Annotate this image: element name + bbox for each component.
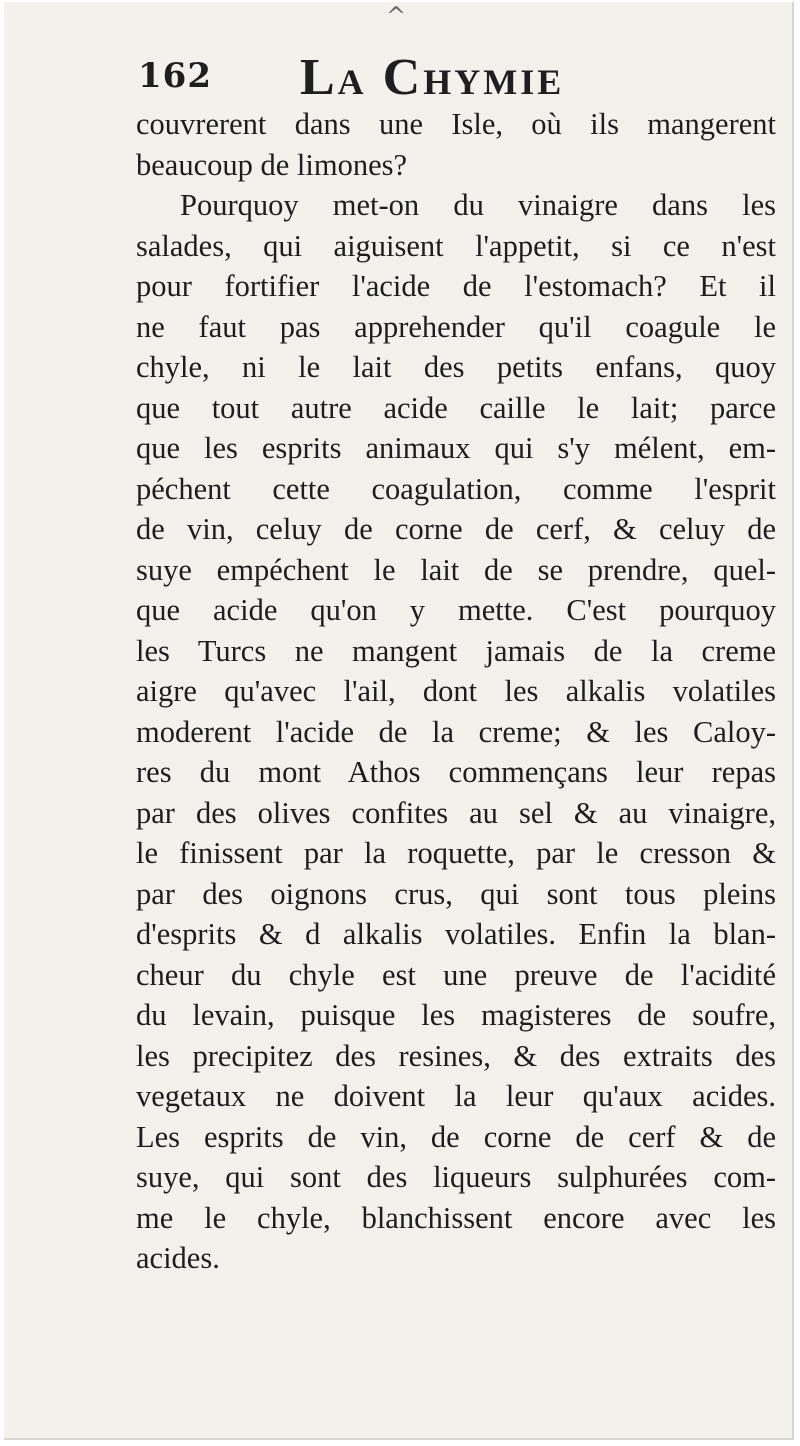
text-line: cheur du chyle est une preuve de l'acidité — [136, 957, 776, 992]
paper-mark: ^ — [386, 2, 407, 30]
text-line: le finissent par la roquette, par le cresson & — [136, 836, 776, 870]
text-line: Les esprits de vin, de corne de cerf & de — [136, 1119, 776, 1154]
text-line: les precipitez des resines, & des extraits des — [136, 1038, 776, 1073]
page-number: 162 — [138, 56, 212, 96]
text-line: d'esprits & d alkalis volatiles. Enfin la blan- — [136, 917, 776, 951]
text-line: que les esprits animaux qui s'y mélent, em- — [136, 431, 776, 465]
text-line: les Turcs ne mangent jamais de la creme — [136, 633, 776, 668]
text-line: vegetaux ne doivent la leur qu'aux acides. — [136, 1079, 776, 1113]
text-line: par des oignons crus, qui sont tous pleins — [136, 876, 776, 911]
running-title: La Chymie — [300, 49, 565, 106]
text-line: couvrerent dans une Isle, où ils mangerent — [136, 107, 776, 141]
text-line: acides. — [136, 1241, 220, 1275]
text-line: de vin, celuy de corne de cerf, & celuy de — [136, 512, 776, 546]
text-line: salades, qui aiguisent l'appetit, si ce n'est — [136, 228, 776, 263]
book-page — [4, 2, 794, 1440]
text-line: res du mont Athos commençans leur repas — [136, 755, 776, 789]
text-line: chyle, ni le lait des petits enfans, quoy — [136, 350, 776, 384]
text-line: par des olives confites au sel & au vinaigre, — [136, 795, 776, 830]
text-line: péchent cette coagulation, comme l'esprit — [136, 471, 776, 506]
text-line: me le chyle, blanchissent encore avec les — [136, 1200, 776, 1235]
text-line: suye, qui sont des liqueurs sulphurées com- — [136, 1160, 776, 1194]
text-line: Pourquoy met-on du vinaigre dans les — [180, 188, 776, 222]
text-line: ne faut pas apprehender qu'il coagule le — [136, 309, 776, 344]
body-text — [136, 104, 776, 1279]
text-line: moderent l'acide de la creme; & les Caloy- — [136, 714, 776, 749]
text-line: pour fortifier l'acide de l'estomach? Et il — [136, 269, 776, 303]
text-line: du levain, puisque les magisteres de soufre, — [136, 998, 776, 1032]
text-line: que tout autre acide caille le lait; parce — [136, 390, 776, 425]
text-line: beaucoup de limones? — [136, 147, 408, 182]
text-line: suye empéchent le lait de se prendre, quel- — [136, 552, 776, 587]
text-line: aigre qu'avec l'ail, dont les alkalis volatiles — [136, 674, 776, 708]
text-line: que acide qu'on y mette. C'est pourquoy — [136, 593, 776, 627]
